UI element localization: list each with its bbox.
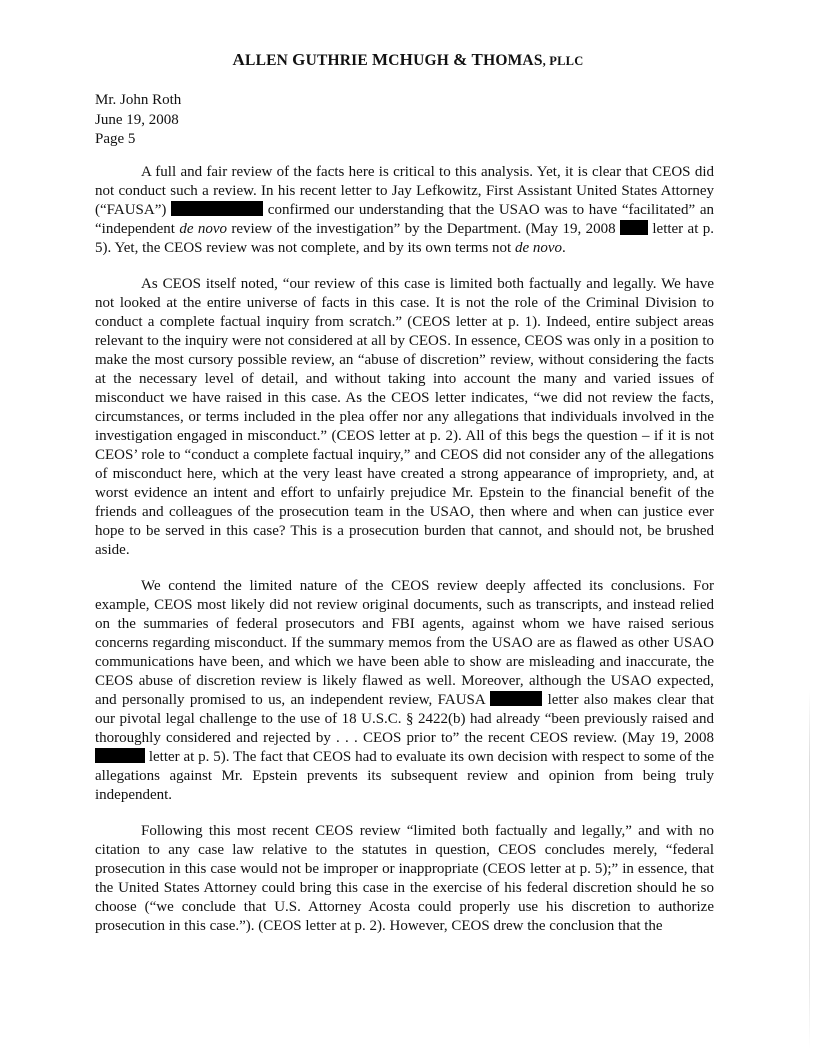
letterhead-text: C [388,52,400,69]
paragraph-text: A full and fair review of the facts here is critical to this analysis. Yet, it is clear that CEOS did not conduct such a review. In his recent letter to Jay Lefkowitz, First Assistant United States Attorney (“FAUSA”) [95,164,714,218]
redaction-block [95,748,145,763]
paragraph-text: review of the investigation” by the Department. (May 19, 2008 [227,221,620,237]
letterhead-text: LLEN [245,52,289,69]
paragraph-text: letter at p. 5). Yet, the CEOS review was not complete, and by its own terms not [95,221,714,256]
letterhead-initial: M [372,50,389,69]
redaction-block [490,691,542,706]
letter-date: June 19, 2008 [95,111,179,128]
letterhead-ampersand: & [453,50,468,69]
redaction-block [620,220,648,235]
paragraph-text: We contend the limited nature of the CEOS review deeply affected its conclusions. For example, CEOS most likely did not review original documents, such as transcripts, and instead relied on the summaries of federal prosecutors and FBI agents, against whom we have raised serious concerns regarding misconduct. If the summary memos from the USAO are as flawed as other USAO communications have been, and which we have been able to show are misleading and inaccurate, the CEOS abuse of discretion review is likely flawed as well. Moreover, although the USAO expected, and personally promised to us, an independent review, FAUSA [95,578,714,708]
letterhead-initial: G [292,50,306,69]
letterhead-initial: A [232,50,246,69]
italic-term: de novo [179,221,228,237]
paragraph-text: letter also makes clear that our pivotal legal challenge to the use of 18 U.S.C. § 2422(b) had already “been previously raised and thoroughly considered and rejected by . . . CEOS prior to” the recent CEOS review. (May 19, 2008 [95,692,714,746]
recipient-name: Mr. John Roth [95,92,182,108]
letterhead-text: UGH [413,52,450,69]
letterhead-text: HOMAS [483,52,543,69]
paragraph-text: . [562,240,566,256]
paragraph-2: As CEOS itself noted, “our review of this case is limited both factually and legally. We have not looked at the entire universe of facts in this case. It is not the role of the Criminal Division to conduct a complete factual inquiry from scratch.” (CEOS letter at p. 1). Indeed, entire subject areas relevant to the inquiry were not considered at all by CEOS. In essence, CEOS was only in a position to make the most cursory possible review, an “abuse of discretion” review, without considering the facts at the necessary level of detail, and without taking into account the many and varied issues of misconduct we have raised in this case. As the CEOS letter indicates, “we did not review the facts, circumstances, or terms included in the plea offer nor any allegations that individuals involved in the investigation engaged in misconduct.” (CEOS letter at p. 2). All of this begs the question – if it is not CEOS’ role to “conduct a complete factual inquiry,” and CEOS did not consider any of the allegations of misconduct here, which at the very least have created a strong appearance of impropriety, and, at worst evidence an intent and effort to unfairly prejudice Mr. Epstein to the financial benefit of the friends and colleagues of the prosecution team in the USAO, then where and when can justice ever hope to be served in this case? This is a prosecution burden that cannot, and should not, be brushed aside. [95,276,714,558]
letterhead [0,50,816,70]
paragraph-4: Following this most recent CEOS review “limited both factually and legally,” and with no citation to any case law relative to the statutes in question, CEOS concludes merely, “federal prosecution in this case would not be improper or inappropriate (CEOS letter at p. 5);” in essence, that the United States Attorney could bring this case in the exercise of his federal discretion should he so choose (“we conclude that U.S. Attorney Acosta could properly use his discretion to authorize prosecution in this case.”). (CEOS letter at p. 2). However, CEOS drew the conclusion that the [95,823,714,934]
scan-edge-line [809,690,810,1050]
page-number: Page 5 [95,131,136,147]
letterhead-text: UTHRIE [305,52,368,69]
letterhead-initial: T [471,50,484,69]
paragraph-text: letter at p. 5). The fact that CEOS had to evaluate its own decision with respect to some of the allegations against Mr. Epstein prevents its subsequent review and opinion from being truly independent. [95,749,714,803]
address-block [95,91,181,150]
redaction-block [171,201,263,216]
paragraph-3 [95,577,714,805]
letterhead-firm-suffix: , PLLC [542,54,584,68]
paragraph-text: confirmed our understanding that the USAO was to have “facilitated” an “independent [95,202,714,237]
paragraph-1 [95,163,714,258]
letter-body [95,163,714,953]
letterhead-initial: H [399,50,414,69]
italic-term: de novo [514,240,563,256]
